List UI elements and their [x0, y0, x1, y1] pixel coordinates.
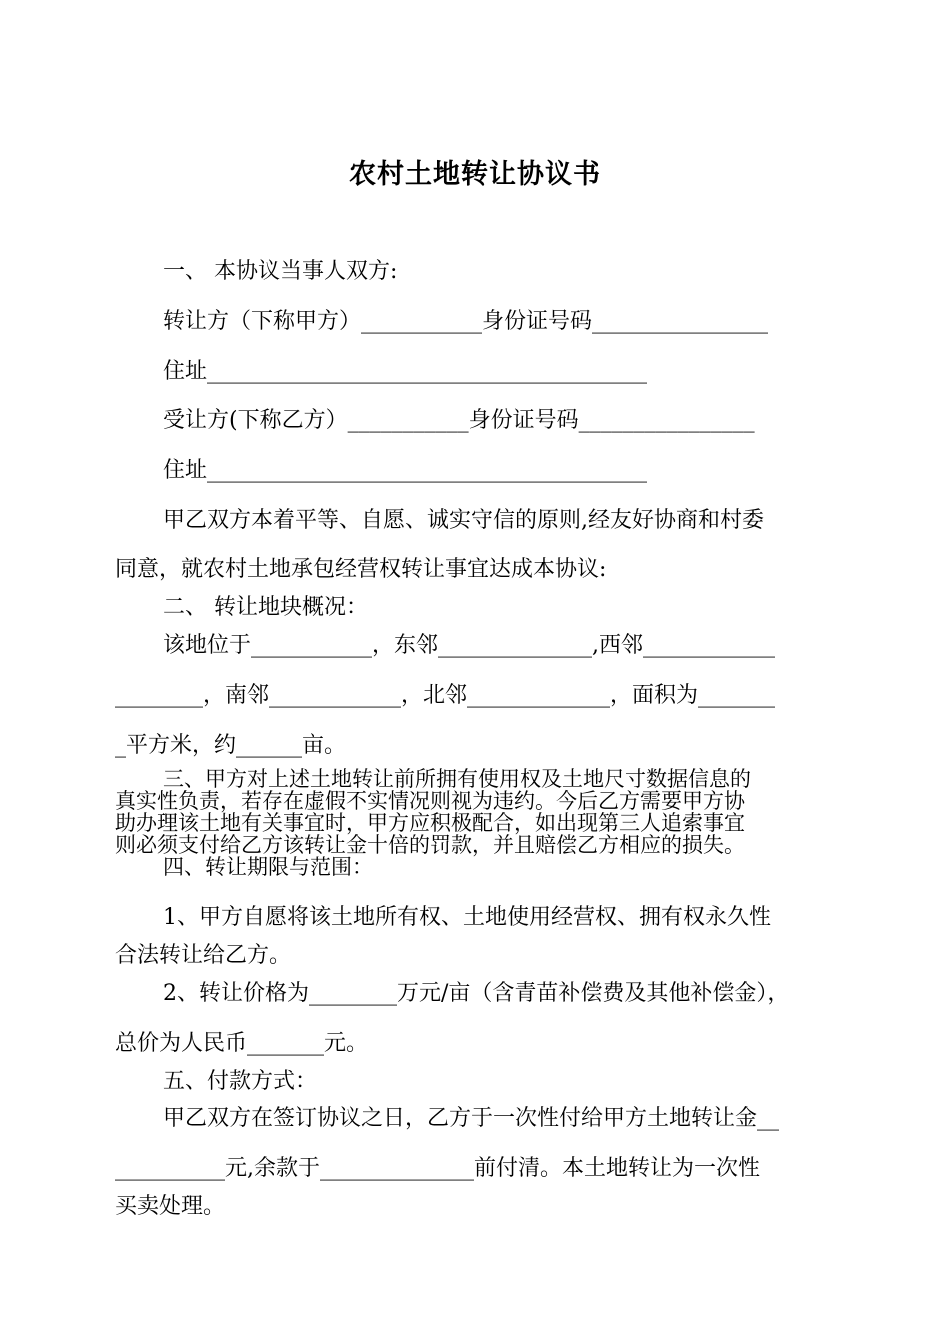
payment-line-1: 甲乙双方在签订协议之日，乙方于一次性付给甲方土地转让金__	[163, 1106, 780, 1131]
price-clause-line-2: 总价为人民币_______元。	[115, 1031, 369, 1056]
payment-line-2: __________元,余款于______________前付清。本土地转让为一次性	[115, 1156, 760, 1181]
section-3-line-2: 真实性负责，若存在虚假不实情况则视为违约。今后乙方需要甲方协	[115, 789, 745, 813]
preamble-line-1: 甲乙双方本着平等、自愿、诚实守信的原则,经友好协商和村委	[163, 508, 764, 533]
land-location-line: 该地位于___________，东邻______________,西邻____________	[163, 633, 775, 658]
payment-line-3: 买卖处理。	[115, 1194, 226, 1219]
price-clause-line-1: 2、转让价格为________万元/亩（含青苗补偿费及其他补偿金），	[163, 981, 790, 1006]
document-title: 农村土地转让协议书	[349, 159, 601, 190]
term-clause-1-line-1: 1、甲方自愿将该土地所有权、土地使用经营权、拥有权永久性	[163, 905, 771, 930]
term-clause-1-line-2: 合法转让给乙方。	[115, 943, 292, 968]
land-boundary-line: ________，南邻____________，北邻_____________，面积为_______	[115, 683, 776, 708]
section-3-line-3: 助办理该土地有关事宜时，甲方应积极配合，如出现第三人追索事宜	[115, 811, 745, 835]
section-2-heading: 二、 转让地块概况：	[163, 595, 368, 620]
section-5-heading: 五、付款方式：	[163, 1069, 318, 1094]
transferor-line: 转让方（下称甲方）___________身份证号码________________	[163, 309, 769, 334]
section-3-line-1: 三、甲方对上述土地转让前所拥有使用权及土地尺寸数据信息的	[163, 767, 751, 791]
section-3-line-4: 则必须支付给乙方该转让金十倍的罚款，并且赔偿乙方相应的损失。	[115, 833, 745, 857]
transferor-address-line: 住址________________________________________	[163, 359, 648, 384]
land-area-line: _平方米，约______亩。	[115, 733, 347, 758]
section-1-heading: 一、 本协议当事人双方:	[163, 259, 398, 284]
section-4-heading: 四、转让期限与范围：	[163, 855, 373, 879]
preamble-line-2: 同意，就农村土地承包经营权转让事宜达成本协议:	[115, 557, 607, 582]
transferee-address-line: 住址________________________________________	[163, 458, 648, 483]
transferee-line: 受让方(下称乙方）___________身份证号码________________	[163, 408, 755, 433]
